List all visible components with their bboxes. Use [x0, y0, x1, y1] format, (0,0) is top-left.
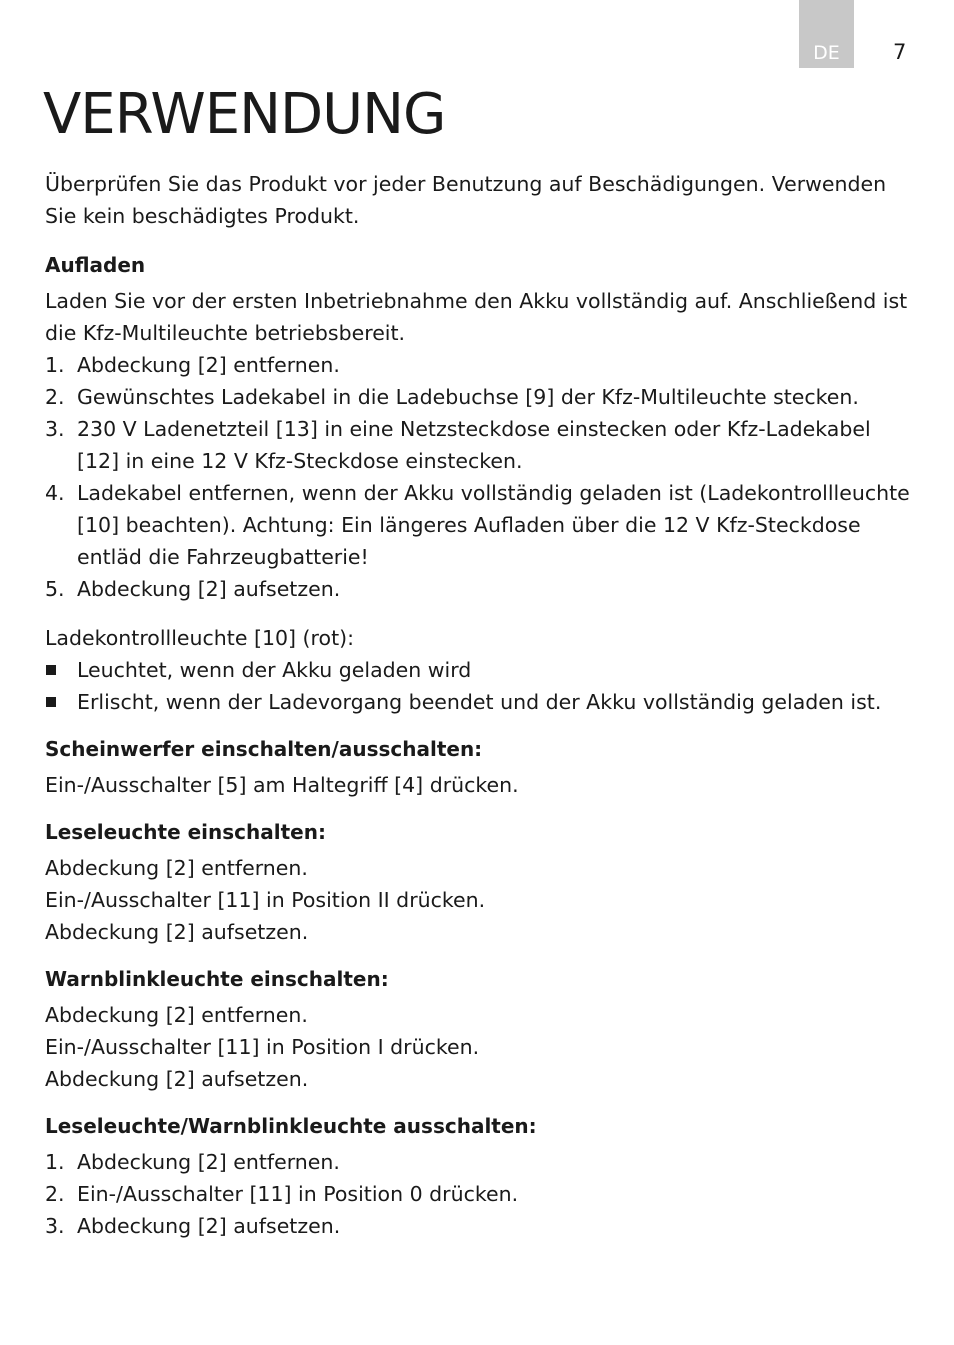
bullet-icon	[46, 665, 56, 675]
list-item	[45, 1178, 915, 1210]
aufladen-text: Laden Sie vor der ersten Inbetriebnahme den Akku vollständig auf. Anschließend ist die Kfz-Multileuchte betriebsbereit.	[45, 289, 908, 345]
page-title: VERWENDUNG	[43, 82, 446, 147]
step-text: Abdeckung [2] aufsetzen.	[77, 1214, 341, 1238]
language-tab: DE	[799, 0, 854, 68]
step-text: Abdeckung [2] entfernen.	[77, 353, 340, 377]
step-text: Gewünschtes Ladekabel in die Ladebuchse [9] der Kfz-Multileuchte stecken.	[77, 385, 859, 409]
step-number: 2.	[45, 1182, 65, 1206]
ausschalten-steps	[45, 1146, 915, 1242]
intro-paragraph: Überprüfen Sie das Produkt vor jeder Benutzung auf Beschädigungen. Verwenden Sie kein beschädigtes Produkt.	[45, 172, 887, 228]
warnblink-line: Abdeckung [2] entfernen.	[45, 1003, 308, 1027]
step-number: 3.	[45, 417, 65, 441]
aufladen-heading: Aufladen	[45, 253, 146, 277]
scheinwerfer-line: Ein-/Ausschalter [5] am Haltegriff [4] drücken.	[45, 773, 519, 797]
list-item	[45, 413, 915, 477]
bullet-icon	[46, 697, 56, 707]
list-item	[45, 381, 915, 413]
step-number: 1.	[45, 353, 65, 377]
step-number: 4.	[45, 481, 65, 505]
warnblink-line: Ein-/Ausschalter [11] in Position I drücken.	[45, 1035, 480, 1059]
list-item	[45, 573, 915, 605]
step-number: 2.	[45, 385, 65, 409]
step-number: 5.	[45, 577, 65, 601]
step-number: 3.	[45, 1214, 65, 1238]
leseleuchte-heading: Leseleuchte einschalten:	[45, 820, 326, 844]
document-body	[45, 168, 915, 1242]
list-item	[45, 1146, 915, 1178]
list-item	[45, 654, 915, 686]
warnblink-heading: Warnblinkleuchte einschalten:	[45, 967, 389, 991]
warnblink-line: Abdeckung [2] aufsetzen.	[45, 1067, 309, 1091]
step-text: Ein-/Ausschalter [11] in Position 0 drücken.	[77, 1182, 519, 1206]
leseleuchte-line: Abdeckung [2] entfernen.	[45, 856, 308, 880]
list-item	[45, 1210, 915, 1242]
step-number: 1.	[45, 1150, 65, 1174]
bullet-text: Erlischt, wenn der Ladevorgang beendet und der Akku vollständig geladen ist.	[77, 690, 882, 714]
indicator-bullets	[45, 654, 915, 718]
leseleuchte-line: Ein-/Ausschalter [11] in Position II drücken.	[45, 888, 486, 912]
scheinwerfer-heading: Scheinwerfer einschalten/ausschalten:	[45, 737, 483, 761]
bullet-text: Leuchtet, wenn der Akku geladen wird	[77, 658, 472, 682]
list-item	[45, 477, 915, 573]
list-item	[45, 349, 915, 381]
step-text: Abdeckung [2] aufsetzen.	[77, 577, 341, 601]
indicator-label: Ladekontrollleuchte [10] (rot):	[45, 626, 355, 650]
step-text: 230 V Ladenetzteil [13] in eine Netzsteckdose einstecken oder Kfz-Ladekabel [12] in eine 12 V Kfz-Steckdose einstecken.	[77, 417, 871, 473]
ausschalten-heading: Leseleuchte/Warnblinkleuchte ausschalten:	[45, 1114, 537, 1138]
list-item	[45, 686, 915, 718]
step-text: Abdeckung [2] entfernen.	[77, 1150, 340, 1174]
page-number: 7	[893, 40, 907, 64]
aufladen-steps	[45, 349, 915, 605]
leseleuchte-line: Abdeckung [2] aufsetzen.	[45, 920, 309, 944]
step-text: Ladekabel entfernen, wenn der Akku vollständig geladen ist (Ladekontrollleuchte [10] beachten). Achtung: Ein längeres Aufladen über die 12 V Kfz-Steckdose entläd die Fahrzeugbatterie!	[77, 481, 910, 569]
